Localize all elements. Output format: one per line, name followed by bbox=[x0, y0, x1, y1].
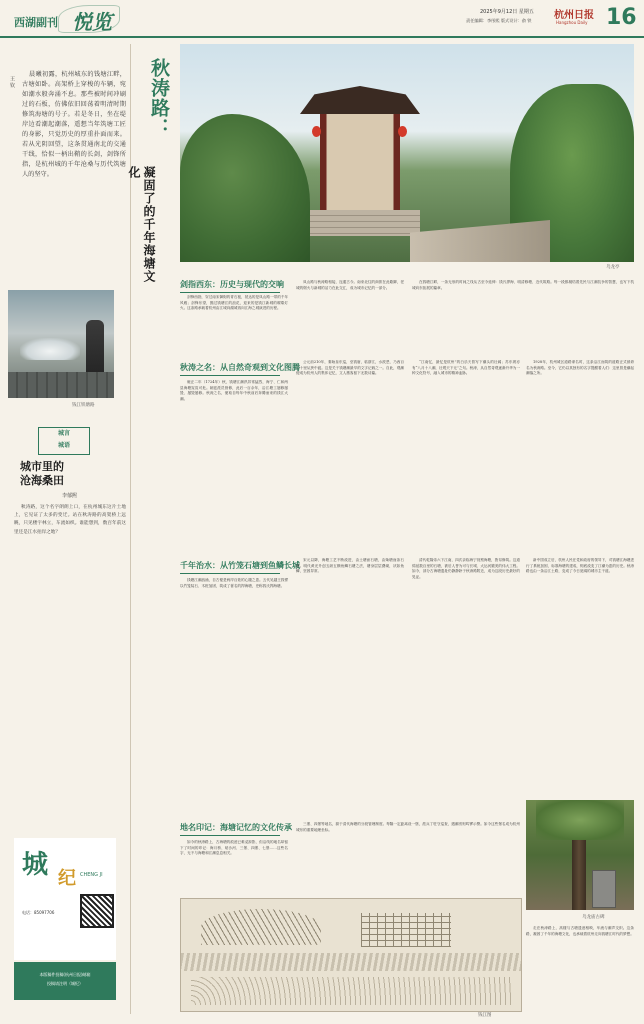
section-bar-2 bbox=[180, 375, 280, 376]
section1-text-b: 凤山路与秋涛路相接，连通古今。南来北往的商旅在此歇脚，老城的烟火与新城的活力在此交汇，成为城市记忆的一部分。 bbox=[296, 280, 404, 290]
stele bbox=[592, 870, 616, 908]
column-tag-line1: 城言 bbox=[57, 430, 70, 437]
main-title-part2: 凝固了的千年海塘文化 bbox=[127, 166, 156, 283]
issue-date: 2025年9月12日 星期五 bbox=[480, 9, 534, 15]
pavilion-body bbox=[320, 114, 400, 210]
section2-col4 bbox=[526, 360, 634, 548]
pavilion-roof bbox=[300, 86, 420, 114]
essay-title-line2: 沧海桑田 bbox=[20, 474, 64, 487]
intro-paragraph bbox=[22, 70, 126, 300]
photo-caption-map: 钱江图 bbox=[478, 1013, 492, 1018]
section3-text-c: 清代乾隆帝六下江南，四次亲临海宁视察海塘，拨帑修筑。这道绵延数百里的石塘，被后人誉为可与长城、大运河媲美的伟大工程。如今，部分古海塘遗址仍静静卧于秋涛路附近，成为这段历史最好的见证。 bbox=[412, 558, 520, 579]
map-city bbox=[361, 913, 451, 947]
map-hills bbox=[201, 909, 321, 945]
section4-text-a: 如今的秋涛路上，古海塘的痕迹已难觅踪影，但沿线的地名却留下了时间的印记：海月桥、贴沙河、三堡、四堡、七堡……这些名字，无不与海塘和江潮息息相关。 bbox=[180, 840, 288, 856]
photo-caption-pavilion: 乌龙亭 bbox=[606, 265, 620, 270]
section2-text-a: 雍正二年（1724年）秋，钱塘江潮汛异常猛烈，海宁、仁和两县海塘岌岌可危。朝廷派员督修，此后一百余年，沿江塘工屡修屡毁、屡毁屡修。秋涛之名，便取自每年中秋前后奔腾而来的钱江大潮。 bbox=[180, 380, 288, 401]
map-waves bbox=[191, 977, 511, 1005]
section2-col1 bbox=[180, 380, 288, 548]
intro-text: 晨曦初露，杭州城东的钱塘江畔，古塘如卧。高架桥上穿梭的车辆，宛如潮水般奔涌不息。那些被时间冲刷过的石板，仿佛依旧回荡着明清时期修筑海塘的号子。若是冬日，坐在堤岸边看潮起潮落，遥想当年筑塘工匠的身影，只觉历史的厚重扑面而来。若从光阴回望，这条贯通南北的交通干线，恰似一柄出鞘的长剑，剑锋所指，是杭州城的千年沧桑与历代筑塘人的坚守。 bbox=[22, 71, 126, 178]
section1-col1 bbox=[180, 295, 288, 350]
photo-caption-seawall: 钱江铁塘路 bbox=[72, 403, 95, 408]
brush-decoration-icon bbox=[58, 5, 120, 33]
section1-col3 bbox=[412, 280, 634, 350]
section1-text-c: 在钱塘江畔，一条无形的时间之线从古至今延伸：钱氏捍海、明清修塘、近代筑路。每一段都凝结着先民与江潮抗争的智慧，也写下杭城向东拓展的篇章。 bbox=[412, 280, 634, 290]
section3-text-d: 新中国成立后，杭州人民在党和政府的领导下，对钱塘江海塘进行了系统加固，标准海塘的建成，彻底改变了江潮为患的历史。秋涛路也由一条沿江土路，变成了今日宽阔的城市主干道。 bbox=[526, 558, 634, 574]
essay-title bbox=[20, 460, 130, 488]
tidal-wall-photo bbox=[8, 290, 114, 398]
essay-text: 秋涛路，这个名字朗朗上口，在杭州城东这片土地上，它见证了太多的变迁。站在秋涛路的高架桥上远眺，只见楼宇林立，车流如织。谁能想到，数百年前这里还是江水拍岸之地？ bbox=[14, 505, 126, 535]
section-name: 西湖副刊 bbox=[14, 16, 58, 29]
section3-text-a: 钱塘江潮汹涌，自古便是两岸百姓的心腹之患。五代吴越王钱镠以竹笼装石、木桩加固，筑成了著名的捍海塘，史称钱氏捍海塘。 bbox=[180, 578, 288, 588]
qr-code-icon bbox=[80, 894, 114, 928]
section2-text-d: 1928年，杭州城区道路命名时，这条沿江而筑的道路正式被命名为秋涛路。至今，它仍以其独有的名字提醒着人们：这里曾是潮起潮落之所。 bbox=[526, 360, 634, 376]
historic-map bbox=[180, 898, 522, 1012]
column-tag bbox=[38, 427, 90, 455]
hotline: 电话：85097706 bbox=[22, 910, 55, 915]
essay-body bbox=[14, 504, 126, 828]
brand-footer bbox=[14, 962, 116, 1000]
section-title-3: 千年治水：从竹笼石塘到鱼鳞长城 bbox=[180, 561, 300, 570]
page-number: 16 bbox=[606, 5, 637, 30]
section4-text-b: 三堡、四堡等地名，源于清代海塘的分段管理制度。每隔一定距离设一堡，派兵丁驻守巡查，遇潮汛则鸣锣示警。如今这些堡名成为杭州城东的重要地理坐标。 bbox=[296, 822, 520, 832]
brand-english: CHENG JI bbox=[80, 872, 103, 878]
tree-crown bbox=[536, 800, 624, 840]
section-title-1: 剑指西东：历史与现代的交响 bbox=[180, 280, 284, 289]
section2-text-b: 公元前210年，秦始皇东巡，至钱唐，临浙江，水波恶，乃西百二十里从狭中渡。这是关于钱塘潮最早的文字记载之一。自此，观潮便成为杭州人的集体记忆，文人墨客留下无数诗篇。 bbox=[296, 360, 404, 376]
section3-col4 bbox=[526, 558, 634, 794]
section-bar-3 bbox=[180, 573, 280, 574]
essay-author: 李郁熙 bbox=[62, 493, 78, 499]
tree-stele-photo bbox=[526, 800, 634, 910]
brand-char-small: 纪 bbox=[58, 868, 76, 889]
column-tag-line2: 城语 bbox=[57, 442, 70, 449]
lantern-left bbox=[312, 126, 321, 137]
tree-left bbox=[180, 114, 310, 262]
section4-col4 bbox=[526, 926, 634, 1012]
footer-line1: 本版稿件投稿(杭州日报)邮箱 bbox=[39, 972, 91, 977]
section3-col1 bbox=[180, 578, 288, 814]
footer-line2: 投稿请注明（城纪） bbox=[47, 981, 83, 986]
page-header bbox=[0, 0, 644, 38]
author-byline: 王 钦 bbox=[9, 76, 15, 88]
wave-splash bbox=[20, 338, 80, 360]
section4-col1 bbox=[180, 840, 288, 894]
section-title-4: 地名印记：海塘记忆的文化传承 bbox=[180, 823, 292, 832]
stone-steps bbox=[310, 210, 420, 236]
section-bar-1 bbox=[180, 292, 280, 293]
section-bar-4 bbox=[180, 835, 280, 836]
main-title bbox=[127, 58, 176, 298]
section3-text-b: 宋元以降，海塘工艺不断改进，由土塘而石塘，由柴塘而条石塘。明代黄光升创五纵五横鱼鳞石塘之法，塘身层层叠砌，状如鱼鳞，坚固异常。 bbox=[296, 558, 404, 574]
editor-credits: 责任编辑：李彤熙 版式设计：俞 铁 bbox=[466, 18, 532, 23]
lantern-right bbox=[398, 126, 407, 137]
brand-char-large: 城 bbox=[22, 850, 49, 880]
sea-wall bbox=[8, 372, 114, 398]
section1-text-a: 剑锋西指，穿过南宋御街的青石板，抵达的是凤山路一带的千年风雅；剑锋东望，拂过钱塘江的浪花，迎来的是钱江新城的璀璨灯火。这条路承载着杭州由江城向湖城再向江海之城演进的历程。 bbox=[180, 295, 288, 311]
section1-col2 bbox=[296, 280, 404, 350]
section-title-2: 秋涛之名：从自然奇观到文化图腾 bbox=[180, 363, 300, 372]
main-title-part1: 秋涛路： bbox=[148, 58, 170, 138]
brand-block bbox=[14, 838, 116, 960]
photo-caption-stele: 乌龙庙古碑 bbox=[582, 915, 605, 920]
column-brand: 悦览 bbox=[72, 10, 112, 34]
section2-text-c: “江南忆，最忆是杭州”的白乐天曾写下潮头的壮阔；苏东坡亦有“八月十八潮，壮观天下无”之句。秋涛，从自然奇观逐渐升华为一种文化符号，融入城市的精神血脉。 bbox=[412, 360, 520, 376]
section4-text-c: 走在秋涛路上，高楼与古塘遗迹相映，车流与潮声交织。这条路，凝固了千年的海塘文化，也承载着杭州走向钱塘江时代的梦想。 bbox=[526, 926, 634, 936]
section4-col2 bbox=[296, 822, 520, 894]
path bbox=[410, 220, 550, 262]
essay-title-line1: 城市里的 bbox=[20, 460, 64, 473]
section3-col3 bbox=[412, 558, 520, 814]
newspaper-logo-en: Hangzhou Daily bbox=[556, 20, 588, 25]
section2-col3 bbox=[412, 360, 520, 548]
section2-col2 bbox=[296, 360, 404, 548]
map-river bbox=[181, 953, 521, 971]
pavilion-photo bbox=[180, 44, 634, 262]
section3-col2 bbox=[296, 558, 404, 814]
newspaper-logo: 杭州日报 bbox=[554, 10, 594, 21]
